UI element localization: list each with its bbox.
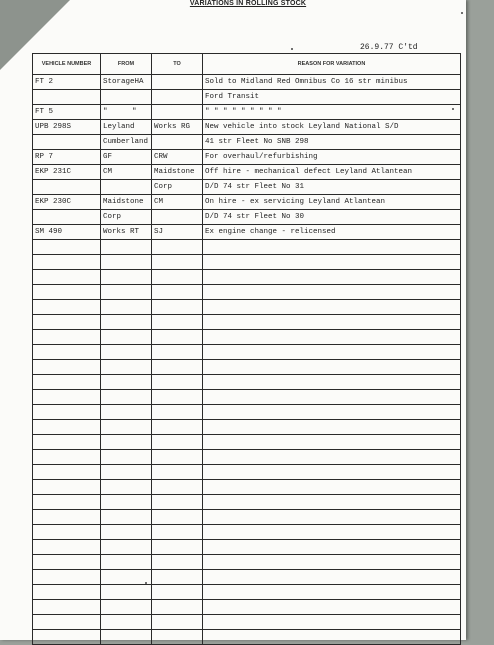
blank-cell — [33, 390, 101, 405]
blank-cell — [101, 495, 152, 510]
blank-cell — [152, 240, 203, 255]
blank-cell — [33, 450, 101, 465]
table-row — [33, 180, 461, 195]
cell-to: Maidstone — [152, 165, 203, 180]
blank-cell — [152, 285, 203, 300]
header-from: FROM — [101, 54, 152, 75]
cell-from: Cumberland — [101, 135, 152, 150]
blank-cell — [101, 315, 152, 330]
cell-reason: Sold to Midland Red Omnibus Co 16 str minibus — [203, 75, 461, 90]
cell-to: Works RG — [152, 120, 203, 135]
cell-reason: On hire - ex servicing Leyland Atlantean — [203, 195, 461, 210]
blank-cell — [101, 285, 152, 300]
blank-cell — [101, 435, 152, 450]
blank-cell — [33, 315, 101, 330]
blank-cell — [101, 390, 152, 405]
blank-cell — [203, 480, 461, 495]
blank-row — [33, 270, 461, 285]
blank-cell — [152, 315, 203, 330]
blank-cell — [152, 525, 203, 540]
blank-cell — [152, 510, 203, 525]
blank-cell — [101, 405, 152, 420]
blank-row — [33, 495, 461, 510]
blank-row — [33, 330, 461, 345]
cell-vehicle — [33, 90, 101, 105]
cell-to — [152, 75, 203, 90]
blank-row — [33, 600, 461, 615]
blank-cell — [203, 375, 461, 390]
blank-cell — [152, 360, 203, 375]
cell-from: StorageHA — [101, 75, 152, 90]
blank-cell — [33, 240, 101, 255]
table-row — [33, 90, 461, 105]
blank-row — [33, 630, 461, 645]
blank-cell — [101, 360, 152, 375]
scan-speck — [461, 12, 463, 14]
blank-row — [33, 405, 461, 420]
scan-speck — [452, 108, 454, 110]
cell-vehicle: FT 5 — [33, 105, 101, 120]
blank-cell — [203, 600, 461, 615]
blank-cell — [101, 555, 152, 570]
blank-cell — [203, 465, 461, 480]
blank-cell — [33, 630, 101, 645]
cell-from: " " — [101, 105, 152, 120]
cell-from: Works RT — [101, 225, 152, 240]
blank-cell — [152, 255, 203, 270]
document-title: VARIATIONS IN ROLLING STOCK — [189, 0, 307, 7]
blank-cell — [101, 270, 152, 285]
cell-from: Leyland — [101, 120, 152, 135]
blank-cell — [33, 285, 101, 300]
table-row — [33, 165, 461, 180]
blank-cell — [152, 435, 203, 450]
blank-row — [33, 360, 461, 375]
cell-from: Corp — [101, 210, 152, 225]
blank-cell — [152, 600, 203, 615]
cell-to — [152, 135, 203, 150]
blank-row — [33, 585, 461, 600]
cell-reason: 41 str Fleet No SNB 298 — [203, 135, 461, 150]
table-body — [33, 75, 461, 645]
header-vehicle-number: VEHICLE NUMBER — [33, 54, 101, 75]
blank-row — [33, 465, 461, 480]
header-reason: REASON FOR VARIATION — [203, 54, 461, 75]
cell-to — [152, 210, 203, 225]
blank-cell — [101, 465, 152, 480]
blank-row — [33, 390, 461, 405]
blank-cell — [33, 525, 101, 540]
header-to: TO — [152, 54, 203, 75]
blank-cell — [101, 480, 152, 495]
table-row — [33, 120, 461, 135]
blank-cell — [101, 525, 152, 540]
blank-row — [33, 315, 461, 330]
blank-cell — [101, 630, 152, 645]
cell-from — [101, 180, 152, 195]
table-row — [33, 75, 461, 90]
blank-row — [33, 255, 461, 270]
blank-cell — [33, 570, 101, 585]
blank-cell — [101, 540, 152, 555]
cell-reason: Ford Transit — [203, 90, 461, 105]
blank-cell — [33, 495, 101, 510]
cell-from: GF — [101, 150, 152, 165]
blank-cell — [101, 420, 152, 435]
blank-cell — [152, 405, 203, 420]
blank-cell — [152, 555, 203, 570]
blank-cell — [203, 495, 461, 510]
scan-speck — [291, 48, 293, 50]
blank-cell — [33, 405, 101, 420]
blank-cell — [203, 405, 461, 420]
cell-to — [152, 105, 203, 120]
blank-cell — [203, 435, 461, 450]
cell-from: Maidstone — [101, 195, 152, 210]
blank-cell — [101, 300, 152, 315]
blank-cell — [152, 465, 203, 480]
blank-cell — [152, 345, 203, 360]
cell-vehicle: EKP 230C — [33, 195, 101, 210]
blank-cell — [101, 600, 152, 615]
blank-row — [33, 435, 461, 450]
blank-cell — [101, 450, 152, 465]
blank-cell — [203, 300, 461, 315]
blank-cell — [33, 555, 101, 570]
cell-to — [152, 90, 203, 105]
cell-vehicle: RP 7 — [33, 150, 101, 165]
blank-cell — [152, 480, 203, 495]
table-row — [33, 135, 461, 150]
blank-cell — [203, 555, 461, 570]
blank-cell — [101, 240, 152, 255]
cell-vehicle — [33, 210, 101, 225]
blank-cell — [152, 330, 203, 345]
blank-cell — [203, 570, 461, 585]
blank-row — [33, 525, 461, 540]
blank-cell — [203, 240, 461, 255]
table-row — [33, 150, 461, 165]
blank-row — [33, 450, 461, 465]
blank-cell — [203, 540, 461, 555]
cell-to: CRW — [152, 150, 203, 165]
blank-cell — [152, 450, 203, 465]
blank-cell — [33, 600, 101, 615]
rolling-stock-table — [32, 53, 461, 645]
blank-cell — [203, 585, 461, 600]
blank-cell — [33, 510, 101, 525]
blank-row — [33, 300, 461, 315]
blank-row — [33, 420, 461, 435]
blank-cell — [203, 315, 461, 330]
blank-cell — [33, 270, 101, 285]
cell-vehicle: FT 2 — [33, 75, 101, 90]
blank-cell — [33, 480, 101, 495]
blank-cell — [33, 300, 101, 315]
blank-cell — [101, 615, 152, 630]
blank-cell — [33, 330, 101, 345]
scan-speck — [145, 582, 147, 584]
cell-to: Corp — [152, 180, 203, 195]
blank-row — [33, 615, 461, 630]
cell-from: CM — [101, 165, 152, 180]
blank-cell — [152, 540, 203, 555]
blank-cell — [152, 630, 203, 645]
blank-cell — [101, 255, 152, 270]
cell-vehicle — [33, 135, 101, 150]
cell-reason: For overhaul/refurbishing — [203, 150, 461, 165]
table-row — [33, 105, 461, 120]
blank-cell — [152, 585, 203, 600]
blank-cell — [203, 255, 461, 270]
blank-cell — [152, 495, 203, 510]
blank-cell — [33, 540, 101, 555]
cell-vehicle: EKP 231C — [33, 165, 101, 180]
blank-cell — [33, 360, 101, 375]
blank-row — [33, 240, 461, 255]
blank-cell — [33, 585, 101, 600]
blank-cell — [33, 435, 101, 450]
blank-row — [33, 570, 461, 585]
blank-cell — [101, 510, 152, 525]
blank-cell — [152, 615, 203, 630]
blank-cell — [101, 570, 152, 585]
cell-vehicle: UPB 298S — [33, 120, 101, 135]
blank-cell — [152, 390, 203, 405]
cell-reason: D/D 74 str Fleet No 31 — [203, 180, 461, 195]
blank-cell — [33, 465, 101, 480]
blank-row — [33, 285, 461, 300]
blank-cell — [203, 330, 461, 345]
blank-cell — [152, 270, 203, 285]
blank-cell — [152, 300, 203, 315]
cell-reason: D/D 74 str Fleet No 30 — [203, 210, 461, 225]
blank-row — [33, 510, 461, 525]
table-row — [33, 210, 461, 225]
blank-cell — [203, 510, 461, 525]
blank-cell — [33, 375, 101, 390]
cell-reason: New vehicle into stock Leyland National S/D — [203, 120, 461, 135]
cell-vehicle: SM 490 — [33, 225, 101, 240]
blank-cell — [203, 270, 461, 285]
blank-cell — [33, 615, 101, 630]
blank-cell — [203, 450, 461, 465]
document-date: 26.9.77 C'td — [360, 43, 418, 52]
blank-cell — [203, 630, 461, 645]
blank-row — [33, 480, 461, 495]
cell-to: SJ — [152, 225, 203, 240]
blank-cell — [33, 420, 101, 435]
cell-reason: Ex engine change - relicensed — [203, 225, 461, 240]
table-header-row — [33, 54, 461, 75]
blank-cell — [33, 345, 101, 360]
blank-row — [33, 555, 461, 570]
blank-cell — [33, 255, 101, 270]
blank-cell — [203, 615, 461, 630]
blank-cell — [203, 360, 461, 375]
blank-cell — [101, 375, 152, 390]
cell-from — [101, 90, 152, 105]
cell-reason: " " " " " " " " " — [203, 105, 461, 120]
blank-row — [33, 375, 461, 390]
table-row — [33, 195, 461, 210]
blank-cell — [101, 585, 152, 600]
blank-row — [33, 540, 461, 555]
blank-cell — [203, 345, 461, 360]
blank-cell — [203, 390, 461, 405]
table-row — [33, 225, 461, 240]
blank-cell — [203, 525, 461, 540]
blank-cell — [203, 285, 461, 300]
blank-cell — [203, 420, 461, 435]
cell-to: CM — [152, 195, 203, 210]
blank-cell — [152, 570, 203, 585]
blank-cell — [101, 345, 152, 360]
blank-cell — [101, 330, 152, 345]
blank-cell — [152, 420, 203, 435]
blank-cell — [152, 375, 203, 390]
cell-vehicle — [33, 180, 101, 195]
blank-row — [33, 345, 461, 360]
cell-reason: Off hire - mechanical defect Leyland Atlantean — [203, 165, 461, 180]
